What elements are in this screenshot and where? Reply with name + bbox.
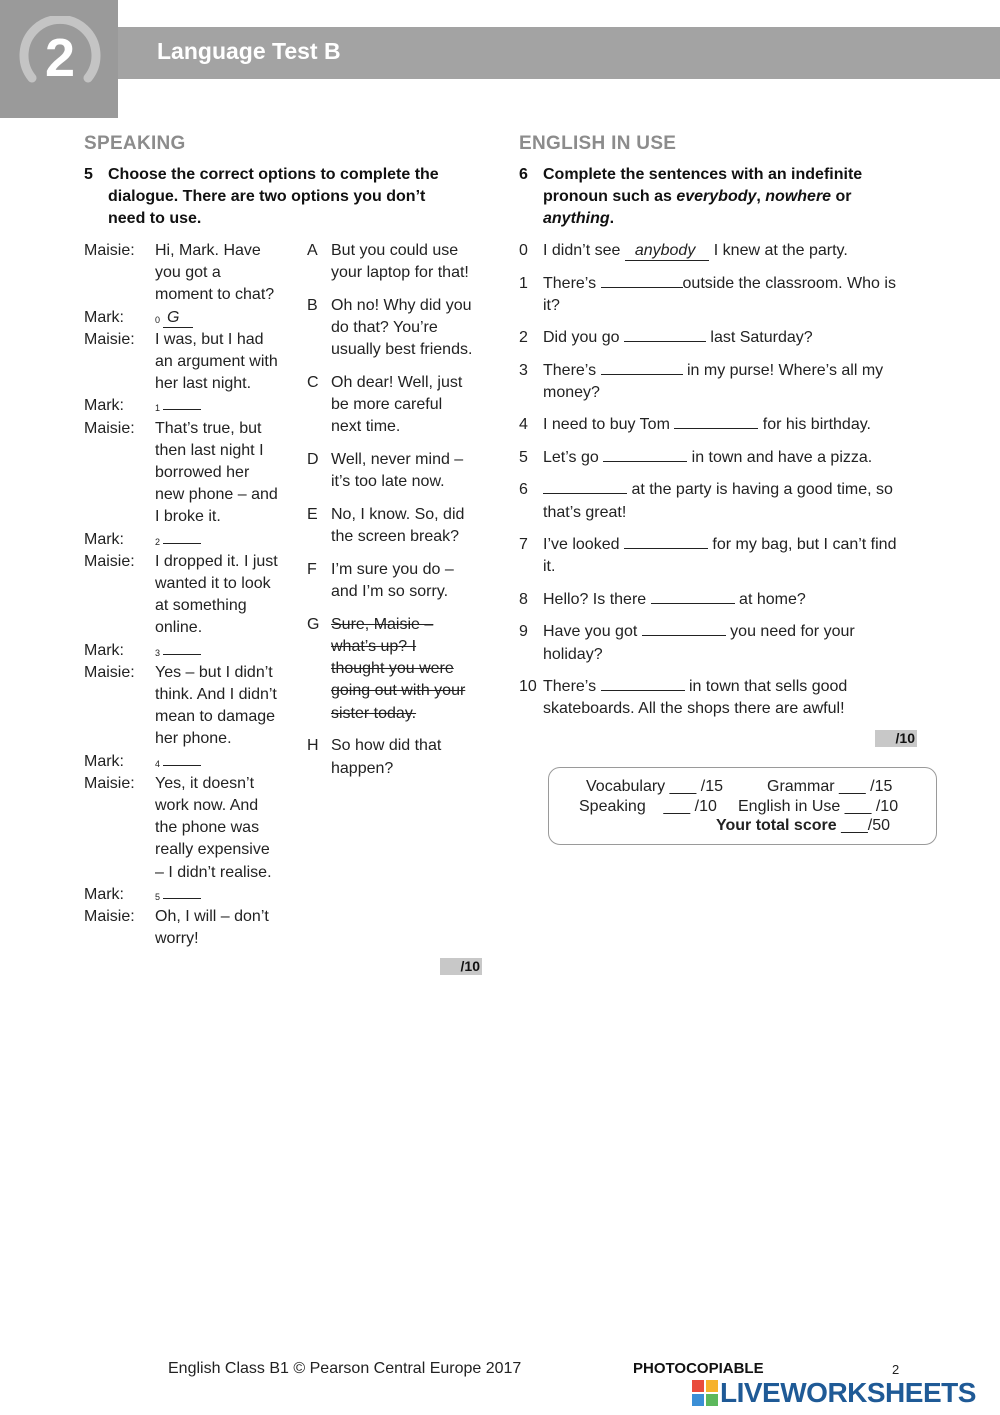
gap-number: 3 xyxy=(155,647,161,658)
question-text-before: Have you got xyxy=(543,623,642,641)
english-in-use-total-score: English in Use ___ /10 xyxy=(738,798,899,815)
speaker-name: Mark: xyxy=(84,885,124,903)
question-item xyxy=(519,676,919,720)
dialogue-line xyxy=(84,640,294,662)
dialogue-line xyxy=(84,240,294,307)
option-letter: H xyxy=(307,737,319,755)
question-number: 10 xyxy=(519,678,537,696)
speaker-name: Mark: xyxy=(84,397,124,415)
option-text-line: your laptop for that! xyxy=(331,264,469,282)
dialogue-text-line: her last night. xyxy=(155,375,252,393)
english-in-use-instruction xyxy=(519,164,939,230)
dialogue-line xyxy=(84,418,294,529)
option-item xyxy=(307,372,487,439)
dialogue-line xyxy=(84,529,294,551)
question-item xyxy=(519,273,919,317)
question-text-before: I need to buy Tom xyxy=(543,416,675,434)
option-text-line: sister today. xyxy=(331,704,417,722)
answer-gap-input[interactable] xyxy=(601,273,683,288)
question-item xyxy=(519,414,919,436)
option-text xyxy=(331,449,487,493)
dialogue-line xyxy=(84,329,294,396)
question-text-before: Let’s go xyxy=(543,448,604,466)
total-score-value: ___/50 xyxy=(836,817,891,834)
english-in-use-score: /10 xyxy=(875,730,917,747)
question-item xyxy=(519,534,919,578)
liveworksheets-squares-icon xyxy=(692,1380,718,1406)
question-number: 8 xyxy=(519,590,528,608)
option-text-line: thought you were xyxy=(331,660,454,678)
dialogue-line xyxy=(84,307,294,329)
total-score-label: Your total score xyxy=(716,817,837,834)
page-number: 2 xyxy=(892,1362,900,1377)
question-text xyxy=(543,621,919,665)
answer-gap-input[interactable] xyxy=(651,589,735,604)
answer-gap-input[interactable] xyxy=(163,751,201,766)
question-item xyxy=(519,479,919,523)
answer-example: anybody xyxy=(625,242,710,261)
dialogue-text-line: I was, but I had xyxy=(155,330,264,348)
question-line-wrap: it? xyxy=(543,296,560,314)
option-text xyxy=(331,295,487,362)
gap-number: 5 xyxy=(155,891,161,902)
speaker-name: Maisie: xyxy=(84,908,135,926)
option-text-line: it’s too late now. xyxy=(331,473,445,491)
answer-gap-input[interactable] xyxy=(163,640,201,655)
dialogue-text-line: work now. And xyxy=(155,797,259,815)
liveworksheets-logo[interactable] xyxy=(692,1378,992,1408)
score-summary-box xyxy=(548,767,937,845)
speaking-section-title: SPEAKING xyxy=(84,133,186,154)
question-number: 3 xyxy=(519,361,528,379)
option-text xyxy=(331,614,487,725)
dialogue-line xyxy=(84,551,294,640)
option-text-line: what’s up? I xyxy=(331,638,417,656)
question-text-before: Did you go xyxy=(543,329,624,347)
answer-gap-input[interactable] xyxy=(624,327,706,342)
option-text xyxy=(331,504,487,548)
option-text xyxy=(331,372,487,439)
dialogue-text-line: Oh, I will – don’t xyxy=(155,908,269,926)
speaker-name: Maisie: xyxy=(84,242,135,259)
dialogue-text-line: at something xyxy=(155,597,247,615)
option-letter: B xyxy=(307,296,318,314)
speaker-name: Mark: xyxy=(84,641,124,659)
dialogue-text xyxy=(155,662,294,751)
option-text-line: Sure, Maisie – xyxy=(331,615,434,633)
option-item xyxy=(307,504,487,548)
question-text xyxy=(543,360,919,404)
question-item xyxy=(519,621,919,665)
option-letter: D xyxy=(307,451,319,469)
question-line xyxy=(543,621,919,643)
option-text-line: do that? You’re xyxy=(331,319,438,337)
speaking-instruction xyxy=(84,164,484,230)
question-line-wrap: it. xyxy=(543,558,556,576)
speaker-name: Maisie: xyxy=(84,663,135,681)
unit-number: 2 xyxy=(44,28,76,88)
instruction-line: Complete the sentences with an indefinite xyxy=(543,166,863,183)
dialogue-text-line: moment to chat? xyxy=(155,286,275,304)
question-number: 5 xyxy=(519,448,528,466)
question-text-after: in my purse! Where’s all my xyxy=(682,361,884,379)
page-title: Language Test B xyxy=(157,38,341,64)
question-text-before: There’s xyxy=(543,274,601,292)
dialogue-options xyxy=(307,240,487,790)
answer-example: G xyxy=(163,309,193,328)
question-number: 9 xyxy=(519,623,528,641)
option-text-line: Well, never mind – xyxy=(331,451,464,469)
instruction-line: dialogue. There are two options you don’t xyxy=(108,188,426,205)
option-item xyxy=(307,614,487,725)
speaking-total-score: Speaking ___ /10 xyxy=(579,798,717,815)
question-line xyxy=(543,479,919,501)
answer-gap-input[interactable] xyxy=(624,534,708,549)
option-text xyxy=(331,559,487,603)
dialogue-text-line: really expensive xyxy=(155,841,270,859)
speaker-name: Mark: xyxy=(84,752,124,770)
question-line xyxy=(543,534,919,556)
dialogue-text-line: new phone – and xyxy=(155,486,278,504)
instruction-line: pronoun such as everybody, nowhere or xyxy=(543,188,852,205)
option-text-line: But you could use xyxy=(331,242,459,259)
answer-gap-input[interactable] xyxy=(601,676,685,691)
answer-gap-input[interactable] xyxy=(163,884,201,899)
dialogue-text-line: the phone was xyxy=(155,819,260,837)
option-text-line: Oh dear! Well, just xyxy=(331,374,463,392)
dialogue-line xyxy=(84,751,294,773)
question-number: 2 xyxy=(519,329,528,347)
gap-number: 1 xyxy=(155,403,161,414)
question-line xyxy=(543,676,919,698)
option-text-line: next time. xyxy=(331,418,401,436)
question-text-before: I didn’t see xyxy=(543,242,625,259)
dialogue-line xyxy=(84,662,294,751)
instruction-line: anything. xyxy=(543,210,615,227)
question-text-after: you need for your xyxy=(725,623,855,641)
dialogue-text-line: think. And I didn’t xyxy=(155,686,277,704)
question-text-after: in town and have a pizza. xyxy=(687,448,873,466)
dialogue-text-line: I broke it. xyxy=(155,508,221,526)
question-line-wrap: skateboards. All the shops there are awful! xyxy=(543,700,845,718)
answer-gap-input[interactable] xyxy=(163,529,201,544)
question-text xyxy=(543,240,919,262)
dialogue-text xyxy=(155,773,294,884)
answer-gap-input[interactable] xyxy=(543,479,627,494)
speaking-score: /10 xyxy=(440,958,482,975)
option-text-line: So how did that xyxy=(331,737,442,755)
dialogue-text xyxy=(155,418,294,529)
dialogue-text-line: Yes, it doesn’t xyxy=(155,774,255,792)
dialogue-text xyxy=(155,551,294,640)
question-text-before: Hello? Is there xyxy=(543,590,651,608)
speaker-name: Mark: xyxy=(84,530,124,548)
answer-gap-input[interactable] xyxy=(603,447,687,462)
option-letter: E xyxy=(307,506,318,524)
question-line xyxy=(543,273,919,295)
dialogue-text-line: worry! xyxy=(155,930,199,948)
dialogue-text-line: her phone. xyxy=(155,730,232,748)
question-text-after: for his birthday. xyxy=(758,416,871,434)
dialogue-text-line: borrowed her xyxy=(155,464,250,482)
question-line xyxy=(543,360,919,382)
option-letter: A xyxy=(307,242,318,259)
question-item xyxy=(519,240,919,262)
speaker-name: Maisie: xyxy=(84,330,135,348)
dialogue-line xyxy=(84,906,294,950)
question-text-after: outside the classroom. Who is xyxy=(682,274,896,292)
dialogue-text-line: I dropped it. I just xyxy=(155,552,278,570)
answer-gap-input[interactable] xyxy=(642,621,726,636)
question-number: 6 xyxy=(519,481,528,499)
dialogue-text xyxy=(155,906,294,950)
unit-badge xyxy=(0,0,118,118)
question-number: 1 xyxy=(519,274,528,292)
option-text-line: happen? xyxy=(331,759,394,777)
total-score xyxy=(716,817,890,835)
dialogue-text xyxy=(155,240,294,307)
speaking-instruction-number: 5 xyxy=(84,166,93,183)
option-letter: F xyxy=(307,560,317,578)
question-text-before: There’s xyxy=(543,361,601,379)
english-in-use-section-title: ENGLISH IN USE xyxy=(519,133,677,154)
question-text-before: There’s xyxy=(543,678,601,696)
dialogue-text xyxy=(155,529,294,551)
question-text-after: in town that sells good xyxy=(684,678,848,696)
question-item xyxy=(519,327,919,349)
option-letter: G xyxy=(307,615,320,633)
question-line xyxy=(543,240,919,262)
dialogue-line xyxy=(84,773,294,884)
option-text-line: be more careful xyxy=(331,396,443,414)
option-text-line: No, I know. So, did xyxy=(331,506,465,524)
answer-gap-input[interactable] xyxy=(601,360,683,375)
dialogue-text-line: mean to damage xyxy=(155,708,276,726)
instruction-line: Choose the correct options to complete the xyxy=(108,166,439,183)
dialogue-text-line: wanted it to look xyxy=(155,575,271,593)
question-line-wrap: that’s great! xyxy=(543,503,627,521)
question-text xyxy=(543,273,919,317)
speaker-name: Maisie: xyxy=(84,774,135,792)
answer-gap-input[interactable] xyxy=(674,414,758,429)
option-item xyxy=(307,295,487,362)
option-item xyxy=(307,735,487,779)
option-text xyxy=(331,735,487,779)
option-item xyxy=(307,449,487,493)
dialogue-text xyxy=(155,884,294,906)
question-number: 7 xyxy=(519,536,528,554)
question-number: 0 xyxy=(519,242,528,259)
footer-photocopiable: PHOTOCOPIABLE xyxy=(633,1360,764,1377)
dialogue-text-line: Hi, Mark. Have xyxy=(155,242,261,259)
option-text-line: Oh no! Why did you xyxy=(331,296,472,314)
footer-copyright: English Class B1 © Pearson Central Europe 2017 xyxy=(168,1360,522,1377)
question-item xyxy=(519,589,919,611)
question-line xyxy=(543,327,919,349)
question-text-after: I knew at the party. xyxy=(709,242,848,259)
speaker-name: Maisie: xyxy=(84,419,135,437)
dialogue-text-line: then last night I xyxy=(155,441,264,459)
option-text xyxy=(331,240,487,284)
option-letter: C xyxy=(307,374,319,392)
speaker-name: Mark: xyxy=(84,308,124,326)
option-text-line: usually best friends. xyxy=(331,341,473,359)
english-instruction-number: 6 xyxy=(519,166,528,183)
header-bar xyxy=(0,27,1000,79)
option-text-line: I’m sure you do – xyxy=(331,560,454,578)
question-text xyxy=(543,327,919,349)
dialogue-text-line: Yes – but I didn’t xyxy=(155,663,273,681)
question-text xyxy=(543,676,919,720)
dialogue-text-line: – I didn’t realise. xyxy=(155,863,272,881)
question-line xyxy=(543,589,919,611)
gap-number: 0 xyxy=(155,314,161,325)
question-text-after: at the party is having a good time, so xyxy=(627,481,893,499)
option-item xyxy=(307,559,487,603)
option-text-line: and I’m so sorry. xyxy=(331,583,449,601)
question-number: 4 xyxy=(519,416,528,434)
option-item xyxy=(307,240,487,284)
question-item xyxy=(519,447,919,469)
option-text-line: going out with your xyxy=(331,682,466,700)
speaker-name: Maisie: xyxy=(84,552,135,570)
question-text-after: last Saturday? xyxy=(705,329,813,347)
question-item xyxy=(519,360,919,404)
question-text xyxy=(543,479,919,523)
question-line xyxy=(543,447,919,469)
dialogue-text-line: you got a xyxy=(155,264,221,282)
option-text-line: the screen break? xyxy=(331,528,460,546)
dialogue-text xyxy=(155,307,294,329)
question-text xyxy=(543,447,919,469)
question-text-before: I’ve looked xyxy=(543,536,624,554)
dialogue-text xyxy=(155,751,294,773)
question-text xyxy=(543,414,919,436)
dialogue-line xyxy=(84,884,294,906)
question-text-after: at home? xyxy=(734,590,806,608)
question-text xyxy=(543,534,919,578)
dialogue-text xyxy=(155,329,294,396)
grammar-score: Grammar ___ /15 xyxy=(767,778,893,795)
gap-number: 4 xyxy=(155,758,161,769)
dialogue-text-line: online. xyxy=(155,619,203,637)
english-in-use-questions xyxy=(519,240,919,731)
answer-gap-input[interactable] xyxy=(163,395,201,410)
gap-number: 2 xyxy=(155,536,161,547)
dialogue-line xyxy=(84,395,294,417)
question-line xyxy=(543,414,919,436)
question-line-wrap: money? xyxy=(543,383,600,401)
question-line-wrap: holiday? xyxy=(543,645,603,663)
dialogue-text-line: an argument with xyxy=(155,353,278,371)
dialogue-text xyxy=(155,395,294,417)
vocabulary-score: Vocabulary ___ /15 xyxy=(586,778,723,795)
instruction-line: need to use. xyxy=(108,210,202,227)
dialogue-text xyxy=(155,640,294,662)
dialogue xyxy=(84,240,294,951)
liveworksheets-logo-text: LIVEWORKSHEETS xyxy=(720,1377,976,1408)
question-text-after: for my bag, but I can’t find xyxy=(707,536,897,554)
question-text xyxy=(543,589,919,611)
dialogue-text-line: That’s true, but xyxy=(155,419,262,437)
